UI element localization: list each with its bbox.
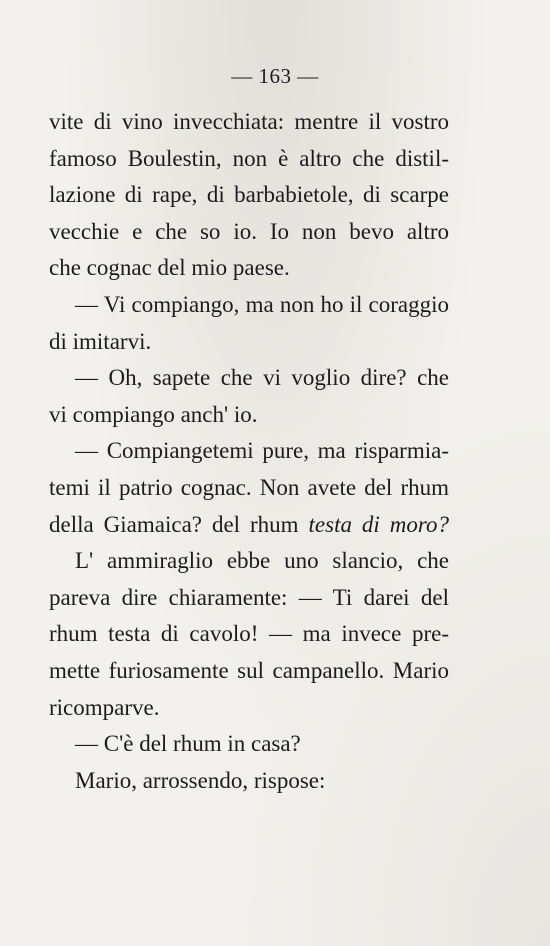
page-number: — 163 —: [231, 64, 319, 88]
text-line: — Vi compiango, ma non ho il coraggio: [75, 291, 449, 317]
text-line: vi compiango anch' io.: [49, 401, 258, 427]
text-line: Mario, arrossendo, rispose:: [75, 767, 326, 793]
text-line: rhum testa di cavolo! — ma invece pre-: [49, 621, 449, 647]
text-line: pareva dire chiaramente: — Ti darei del: [49, 584, 449, 610]
text-line: — Compiangetemi pure, ma risparmia-: [75, 438, 449, 464]
text-line: vecchie e che so io. Io non bevo altro: [49, 218, 449, 244]
text-line: mette furiosamente sul campanello. Mario: [49, 657, 449, 683]
text-line: ricomparve.: [49, 694, 160, 720]
text-line: temi il patrio cognac. Non avete del rhum: [49, 474, 449, 500]
text-line: [49, 507, 449, 544]
text-line: di imitarvi.: [49, 328, 152, 354]
text-line: famoso Boulestin, non è altro che distil-: [49, 145, 449, 171]
text-line: — C'è del rhum in casa?: [75, 731, 301, 757]
text-line: vite di vino invecchiata: mentre il vostro: [49, 109, 449, 134]
text-line: lazione di rape, di barbabietole, di scarpe: [49, 182, 449, 208]
text-line: L' ammiraglio ebbe uno slancio, che: [75, 548, 449, 574]
text-line-roman: della Giamaica? del rhum: [49, 511, 309, 537]
text-line-italic: testa di moro?: [308, 511, 449, 537]
text-line: — Oh, sapete che vi voglio dire? che: [75, 365, 449, 391]
page-text: [49, 104, 449, 799]
text-line: che cognac del mio paese.: [49, 255, 290, 281]
